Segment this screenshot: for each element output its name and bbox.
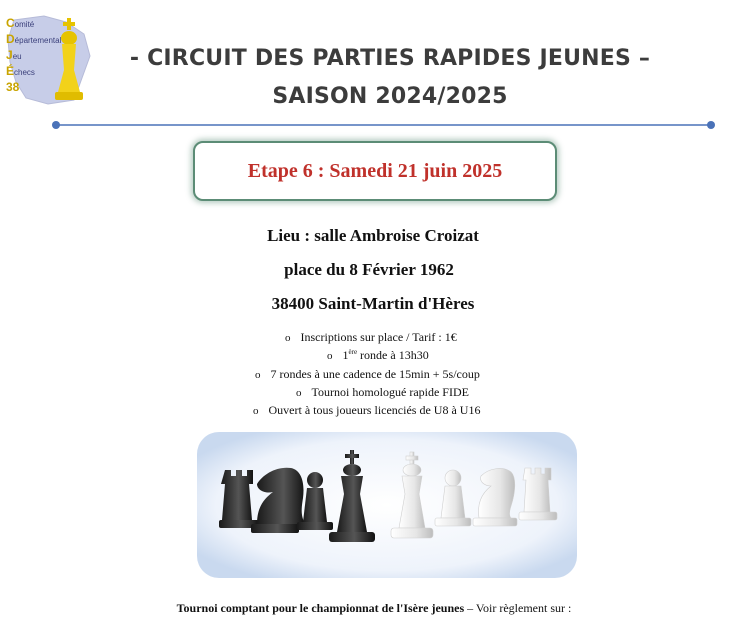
bullet-marker: o [253, 405, 259, 417]
stage-box [193, 141, 557, 201]
header-divider [52, 118, 715, 132]
open-to-text: Ouvert à tous joueurs licenciés de U8 à U16 [268, 403, 481, 417]
first-round-sup: ère [348, 348, 358, 356]
first-round-num: 1 [342, 348, 349, 362]
logo-line-3: Jeu [6, 48, 22, 62]
footer-bold: Tournoi comptant pour le championnat de l'Isère jeunes [176, 601, 465, 615]
venue-name: Lieu : salle Ambroise Croizat [267, 226, 479, 245]
bullet-marker: o [255, 369, 261, 381]
list-item [327, 348, 429, 363]
list-item [255, 367, 480, 382]
title-line-2: SAISON 2024/2025 [272, 84, 508, 109]
logo-line-2: Départemental [6, 32, 62, 46]
logo-number: 38 [6, 80, 20, 94]
bullet-marker: o [285, 332, 291, 344]
logo-line-1: Comité [6, 16, 35, 30]
list-item [253, 403, 480, 418]
title-line-1: - CIRCUIT DES PARTIES RAPIDES JEUNES – [129, 46, 651, 71]
list-item [296, 385, 469, 400]
venue-street: place du 8 Février 1962 [284, 260, 454, 279]
homologation-text: Tournoi homologué rapide FIDE [311, 385, 469, 399]
logo-line-4: Échecs [6, 64, 35, 78]
venue-city: 38400 Saint-Martin d'Hères [271, 294, 475, 313]
chess-pieces-image [197, 432, 577, 578]
stage-label: Etape 6 : Samedi 21 juin 2025 [247, 159, 503, 182]
logo [4, 12, 96, 108]
list-item [285, 330, 457, 345]
bullet-marker: o [296, 387, 302, 399]
registration-text: Inscriptions sur place / Tarif : 1€ [300, 330, 457, 344]
first-round-text: ronde à 13h30 [357, 348, 429, 362]
footer-normal: – Voir règlement sur : [464, 601, 572, 615]
rounds-text: 7 rondes à une cadence de 15min + 5s/coup [270, 367, 480, 381]
footer-note [60, 601, 688, 616]
bullet-marker: o [327, 350, 333, 362]
